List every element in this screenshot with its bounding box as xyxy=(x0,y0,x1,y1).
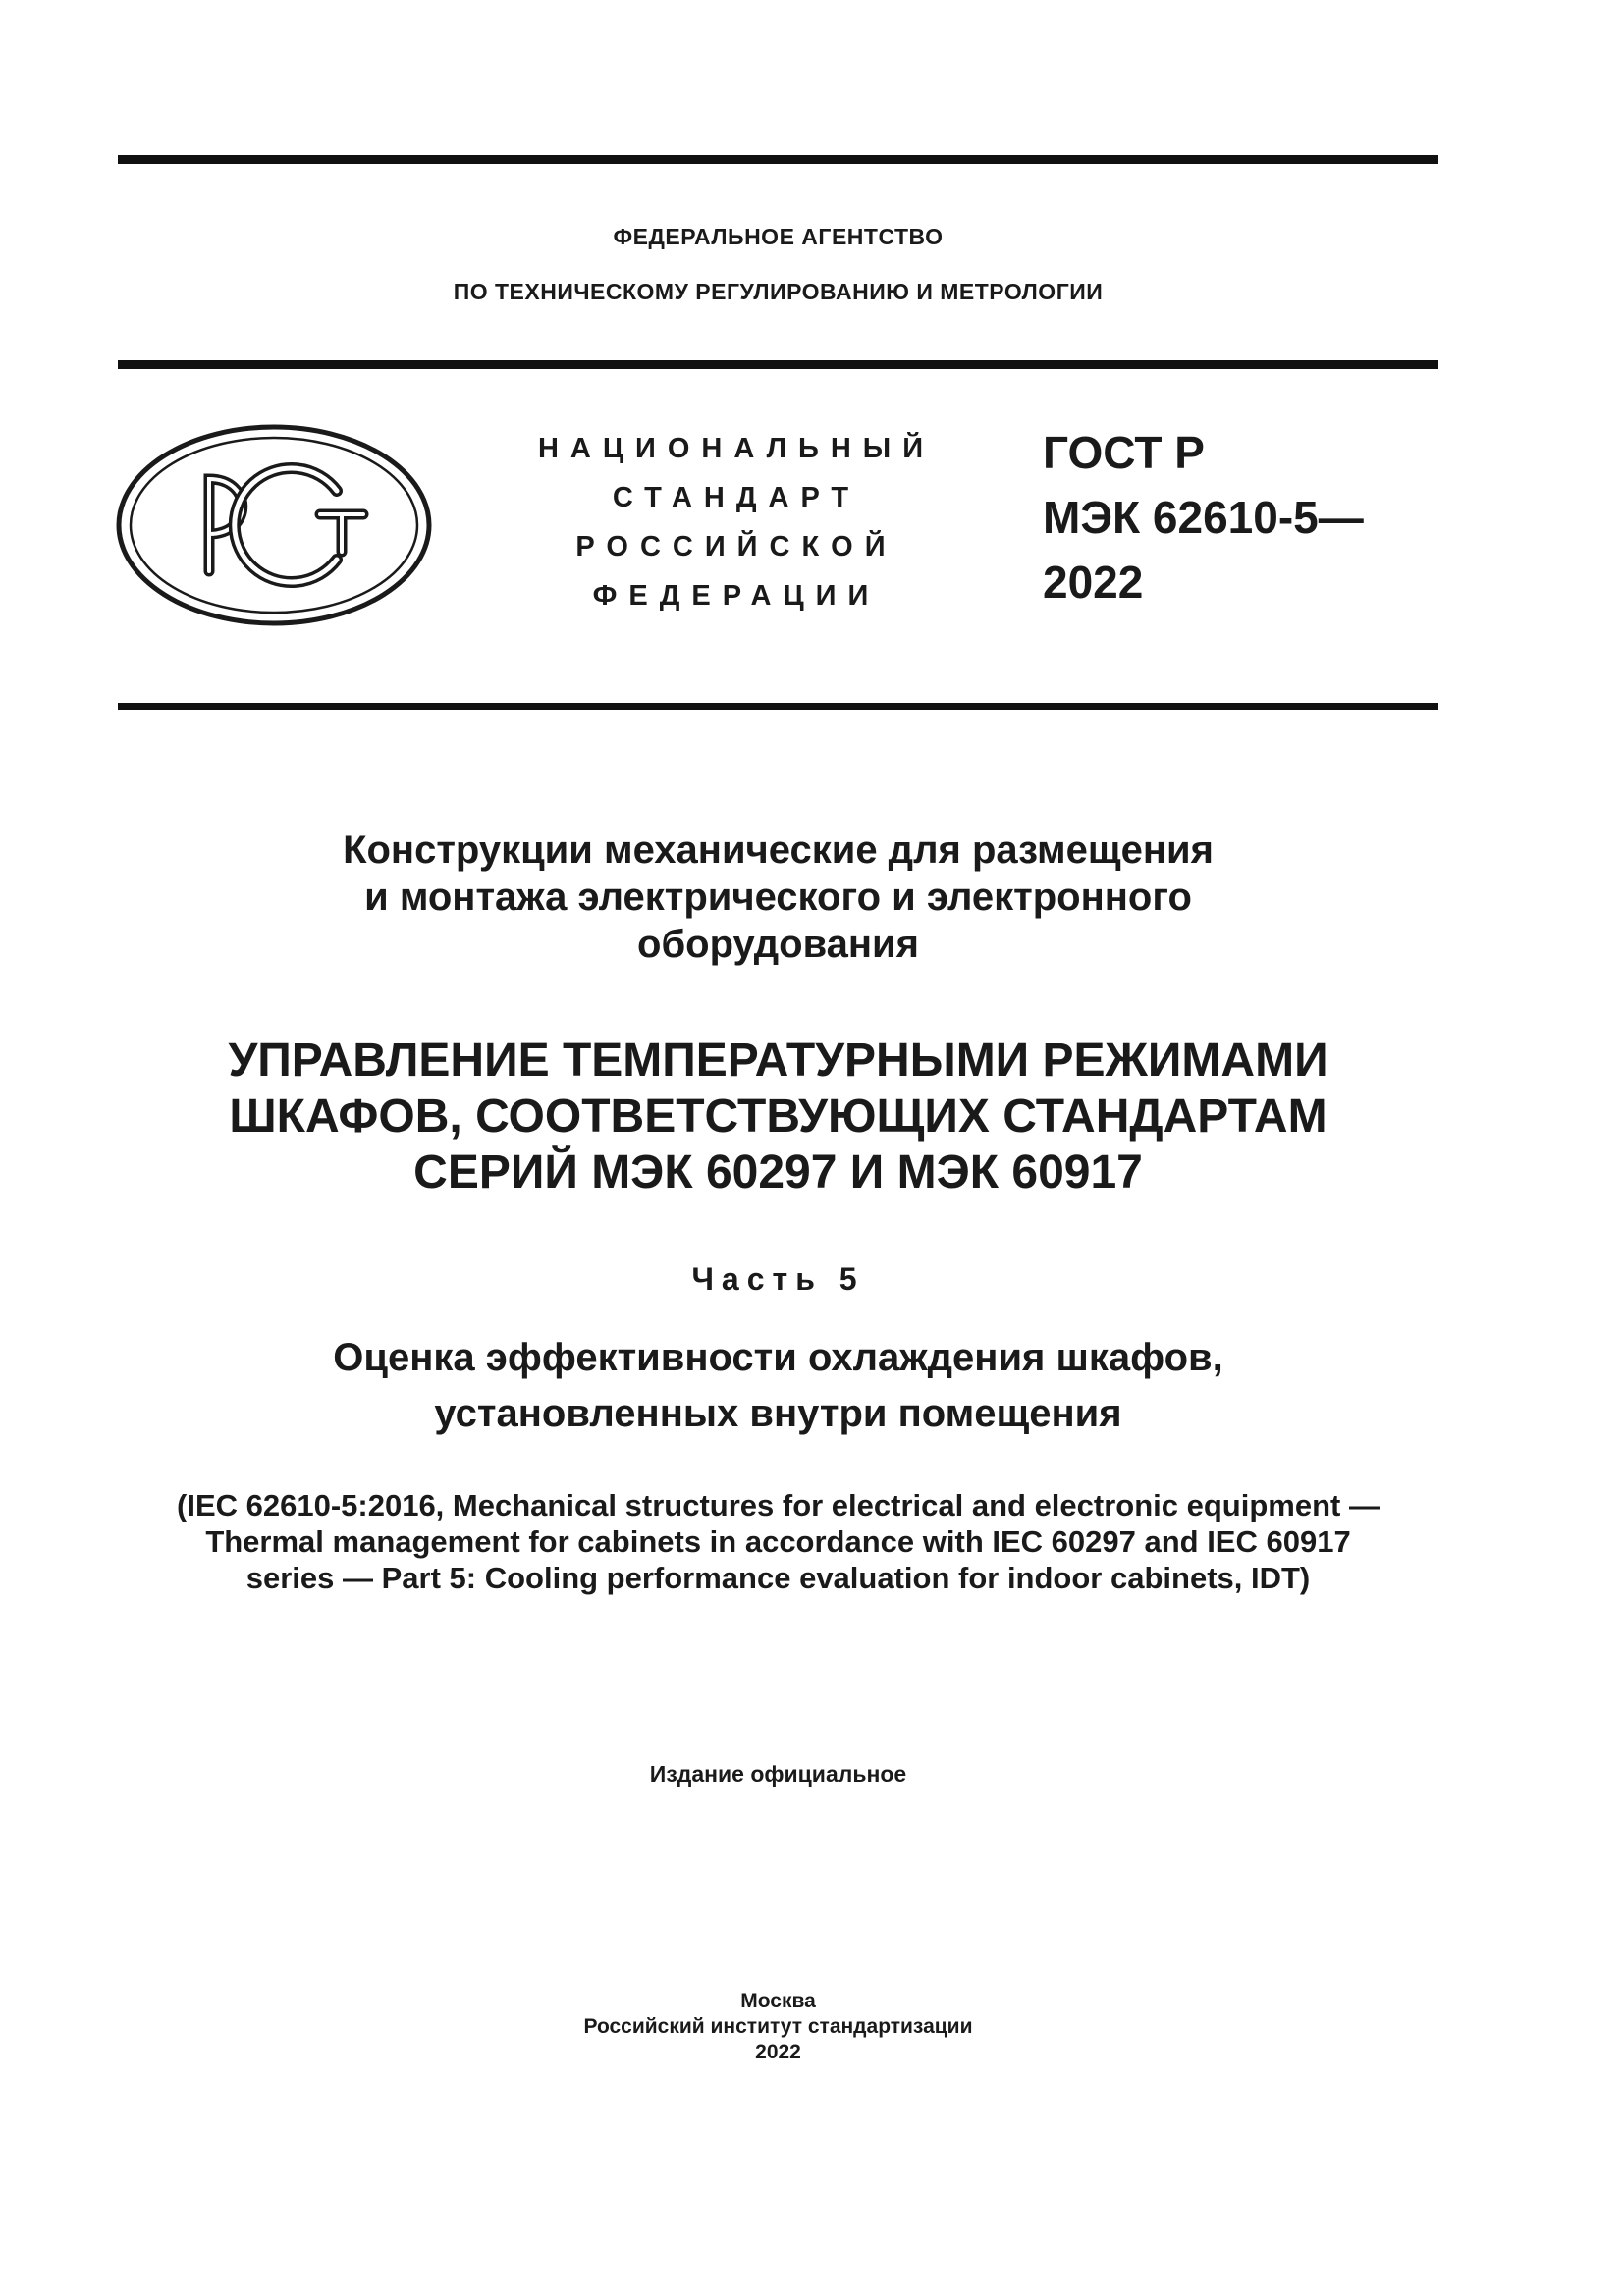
general-title-line-3: оборудования xyxy=(637,923,919,966)
national-standard-line-4: ФЕДЕРАЦИИ xyxy=(592,580,881,612)
publisher-institute: Российский институт стандартизации xyxy=(583,2015,973,2038)
part-title xyxy=(98,1330,1458,1442)
publisher-block xyxy=(98,1989,1458,2065)
edition-label: Издание официальное xyxy=(649,1761,907,1787)
main-title xyxy=(98,1033,1458,1201)
national-standard-label xyxy=(520,424,952,620)
main-title-line-3: СЕРИЙ МЭК 60297 И МЭК 60917 xyxy=(413,1147,1143,1199)
main-title-line-1: УПРАВЛЕНИЕ ТЕМПЕРАТУРНЫМИ РЕЖИМАМИ xyxy=(228,1035,1328,1087)
iec-reference-line-2: Thermal management for cabinets in accordance with IEC 60297 and IEC 60917 xyxy=(205,1524,1351,1559)
publisher-year: 2022 xyxy=(755,2041,801,2063)
designation-line-2: МЭК 62610-5— xyxy=(1043,492,1364,543)
designation-line-1: ГОСТ Р xyxy=(1043,427,1205,478)
part-label: Часть 5 xyxy=(691,1261,865,1297)
header-rule xyxy=(118,360,1438,369)
national-standard-line-3: РОССИЙСКОЙ xyxy=(575,531,897,562)
top-rule xyxy=(118,155,1438,164)
agency-line-1: ФЕДЕРАЛЬНОЕ АГЕНТСТВО xyxy=(613,224,944,249)
part-title-line-1: Оценка эффективности охлаждения шкафов, xyxy=(333,1336,1223,1379)
iec-reference-line-1: (IEC 62610-5:2016, Mechanical structures for electrical and electronic equipment — xyxy=(177,1488,1380,1522)
agency-line-2: ПО ТЕХНИЧЕСКОМУ РЕГУЛИРОВАНИЮ И МЕТРОЛОГИИ xyxy=(453,279,1104,304)
general-title xyxy=(98,827,1458,968)
title-rule xyxy=(118,703,1438,710)
main-title-line-2: ШКАФОВ, СООТВЕТСТВУЮЩИХ СТАНДАРТАМ xyxy=(229,1091,1327,1143)
rst-logo-icon xyxy=(116,424,432,626)
general-title-line-2: и монтажа электрического и электронного xyxy=(364,876,1192,919)
publisher-city: Москва xyxy=(740,1990,816,2012)
iec-reference xyxy=(98,1487,1458,1596)
standard-designation xyxy=(1043,420,1364,614)
part-title-line-2: установленных внутри помещения xyxy=(434,1392,1122,1435)
iec-reference-line-3: series — Part 5: Cooling performance evaluation for indoor cabinets, IDT) xyxy=(245,1561,1311,1595)
national-standard-line-2: СТАНДАРТ xyxy=(612,482,861,513)
national-standard-line-1: НАЦИОНАЛЬНЫЙ xyxy=(537,433,936,464)
designation-line-3: 2022 xyxy=(1043,557,1144,608)
general-title-line-1: Конструкции механические для размещения xyxy=(343,828,1214,872)
